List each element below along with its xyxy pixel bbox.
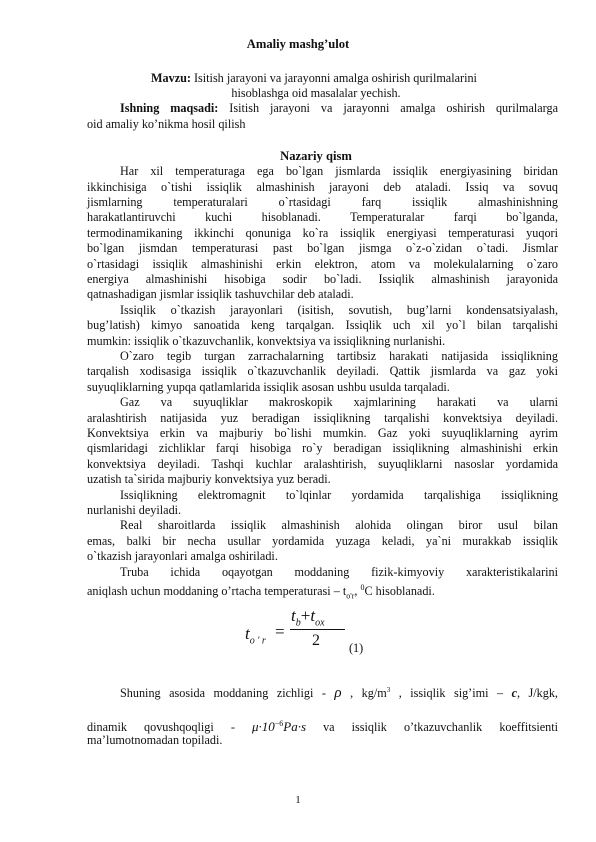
after-c-bold: c — [511, 686, 517, 701]
mu-exponent: −6 — [274, 719, 284, 728]
topic-line-2: hisoblashga oid masalalar yechish. — [231, 86, 401, 100]
body-line: emas, balki bir necha usullar yordamida yuzaga keladi, ya`ni murakkab issiqlik — [87, 534, 558, 548]
body-line: Gaz va suyuqliklar makroskopik xajmlarining harakati va ularni — [120, 395, 558, 409]
body-line: harakatlantiruvchi kuchi hisoblanadi. Temperaturalar farqi bo`lganda, — [87, 210, 558, 224]
goal-text-1: Isitish jarayoni va jarayonni amalga oshirish qurilmalarga — [218, 101, 558, 115]
body-line: qismlaridagi zichliklar farqi hisobiga ro`y beradigan issiqlikning almashinishi erkin — [87, 441, 558, 455]
body-line: Issiqlik o`tkazish jarayonlari (isitish, sovutish, bug’larni kondensatsiyalash, — [120, 303, 558, 317]
formula-plus: + — [300, 606, 311, 625]
formula-numerator — [291, 606, 325, 628]
body-line: aralashtirish natijasida yuz beradigan issiqlikning tarqalishi konvektsiya deyiladi. — [87, 411, 558, 425]
body-line: ikkinchisiga o`tishi issiqlik almashinish jarayoni deb ataladi. Issiq va sovuq — [87, 180, 558, 194]
body-line: suyuqliklarning yupqa qatlamlarida issiqlik asosan ushbu usulda tarqaladi. — [87, 380, 450, 394]
formula-lhs — [245, 624, 266, 646]
body-line: termodinamikaning ikkinchi qonuniga ko`ra issiqlik energiyasi temperaturasi yuqori — [87, 226, 558, 240]
body-line: bug’latish) kimyo sanoatida keng tarqalgan. Issiqlik uch xil yo`l bilan tarqalishi — [87, 318, 558, 332]
goal-line-2: oid amaliy ko’nikma hosil qilish — [87, 117, 246, 131]
body-line: Konvektsiya erkin va majburiy bo`lishi mumkin. Gaz yoki suyuqliklarning ayrim — [87, 426, 558, 440]
after-text-d: , J/kgk, — [516, 686, 558, 701]
topic-label: Mavzu: — [151, 71, 191, 85]
body-line: Truba ichida oqayotgan moddaning fizik-kimyoviy xarakteristikalarini — [120, 565, 558, 579]
body-line: uzatish ta`sirida majburiy konvektsiya yuz beradi. — [87, 472, 331, 486]
body-line: jismlarning temperaturalari o`rtasidagi farq issiqlik almashinishning — [87, 195, 558, 209]
formula-number: (1) — [349, 641, 364, 655]
temp-unit: C hisoblanadi. — [364, 584, 435, 599]
temp-degree: 0 — [360, 583, 365, 592]
pas-unit: Pa·s — [283, 719, 307, 735]
formula-num-t2: t — [310, 606, 316, 625]
topic-text-1: Isitish jarayoni va jarayonni amalga oshirish qurilmalarini — [190, 71, 477, 85]
after-line-1 — [120, 683, 558, 701]
body-line: o`tkazish jarayonlari amalga oshiriladi. — [87, 549, 278, 563]
after-text-f: va issiqlik o’tkazuvchanlik koeffitsienti — [306, 720, 558, 735]
formula-num-sub2: ox — [315, 617, 325, 629]
formula-equals: = — [275, 622, 285, 641]
formula-denominator: 2 — [312, 632, 320, 649]
mu-term: μ·10 — [251, 719, 275, 735]
goal-label: Ishning maqsadi: — [120, 101, 219, 115]
goal-line-1 — [120, 101, 558, 116]
after-text-c: , issiqlik sig’imi – — [390, 686, 512, 701]
body-line: o`rtasidagi issiqlik almashinishi erkin elektron, atom va molekulalarning o`zaro — [87, 257, 558, 271]
body-line: Har xil temperaturaga ega bo`lgan jismlarda issiqlik energiyasining biridan — [120, 164, 558, 178]
body-line: mumkin: issiqlik o`tkazuvchanlik, konvektsiya va issiqlikning nurlanishi. — [87, 334, 446, 348]
temp-subscript: o'r — [346, 591, 355, 601]
after-text-a: Shuning asosida moddaning zichligi - — [120, 686, 335, 701]
temp-text: aniqlash uchun moddaning o’rtacha temperaturasi – t — [87, 584, 347, 599]
body-line: O`zaro tegib turgan zarrachalarning tartibsiz harakati natijasida issiqlikning — [120, 349, 558, 363]
after-line-3: ma’lumotnomadan topiladi. — [87, 733, 223, 747]
body-line: energiya almashinishi hisobiga sodir bo`ladi. Issiqlik almashinish jarayonida — [87, 272, 558, 286]
fraction-bar — [290, 629, 345, 630]
rho-symbol: ρ — [334, 685, 342, 702]
formula-lhs-t: t — [245, 624, 250, 643]
formula-num-t1: t — [291, 606, 296, 625]
formula-num-sub1: b — [295, 617, 301, 629]
temp-sep: , — [354, 584, 361, 599]
body-line: Issiqlikning elektromagnit to`lqinlar yordamida tarqalishiga issiqlikning — [120, 488, 558, 502]
after-text-e: dinamik qovushqoqligi - — [87, 720, 252, 735]
topic-line-1 — [151, 71, 477, 86]
page-title: Amaliy mashg’ulot — [246, 37, 350, 51]
after-text-b: , kg/m — [341, 686, 387, 701]
after-sup-3: 3 — [386, 686, 391, 694]
body-line: tarqalish xodisasiga issiqlik o`tkazuvchanlik deyiladi. Qattik jismlarda va gaz yoki — [87, 364, 558, 378]
body-line: konvektsiya deyiladi. Tashqi kuchlar aralashtirish, suyuqliklarni nasoslar yordamida — [87, 457, 558, 471]
body-line — [87, 580, 435, 604]
page-number: 1 — [295, 794, 301, 806]
formula-lhs-sub: o ' r — [249, 635, 266, 647]
body-line: qatnashadigan jismlar issiqlik tashuvchilar deb ataladi. — [87, 287, 354, 301]
body-line: nurlanishi deyiladi. — [87, 503, 182, 517]
section-title: Nazariy qism — [280, 149, 352, 163]
body-line: bo`lgan jismdan temperaturasi past bo`lgan jismga o`z-o`zidan o`tadi. Jismlar — [87, 241, 558, 255]
body-line: Real sharoitlarda issiqlik almashinish alohida olingan biror usul bilan — [120, 518, 558, 532]
